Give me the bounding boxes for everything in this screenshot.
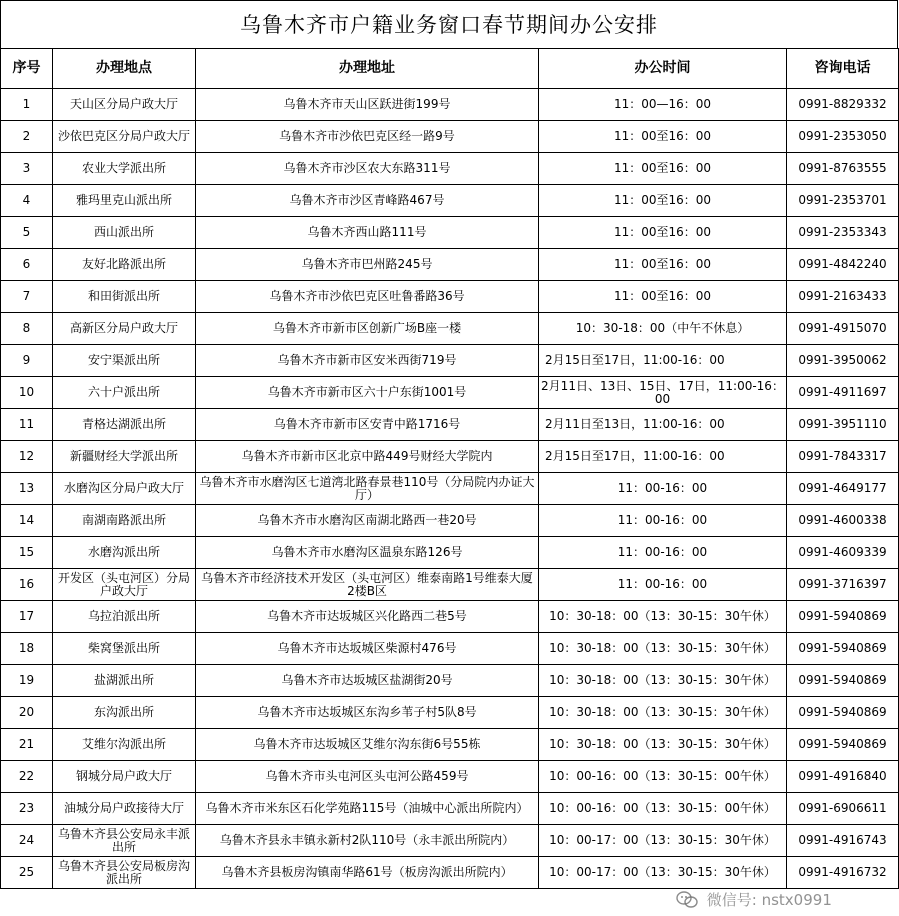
row-phone: 0991-4916743	[787, 825, 899, 857]
page-title: 乌鲁木齐市户籍业务窗口春节期间办公安排	[0, 0, 898, 48]
row-place: 乌拉泊派出所	[53, 601, 196, 633]
row-address: 乌鲁木齐市达坂城区兴化路西二巷5号	[196, 601, 539, 633]
table-row	[1, 857, 899, 889]
table-row	[1, 153, 899, 185]
row-hours: 2月15日至17日，11:00-16：00	[539, 345, 787, 377]
row-place: 农业大学派出所	[53, 153, 196, 185]
row-address: 乌鲁木齐市经济技术开发区（头屯河区）维泰南路1号维泰大厦2楼B区	[196, 569, 539, 601]
wechat-icon	[676, 891, 698, 908]
row-place: 开发区（头屯河区）分局户政大厅	[53, 569, 196, 601]
table-row	[1, 601, 899, 633]
row-number: 9	[1, 345, 53, 377]
row-number: 15	[1, 537, 53, 569]
row-address: 乌鲁木齐市沙区农大东路311号	[196, 153, 539, 185]
schedule-table	[0, 48, 899, 889]
table-row	[1, 761, 899, 793]
row-phone: 0991-4649177	[787, 473, 899, 505]
row-hours: 11：00-16：00	[539, 569, 787, 601]
table-row	[1, 825, 899, 857]
row-phone: 0991-2353701	[787, 185, 899, 217]
row-hours: 11：00至16：00	[539, 217, 787, 249]
row-hours: 11：00—16：00	[539, 89, 787, 121]
row-phone: 0991-3716397	[787, 569, 899, 601]
table-row	[1, 633, 899, 665]
row-hours: 10：00-17：00（13：30-15：30午休）	[539, 857, 787, 889]
row-phone: 0991-4916840	[787, 761, 899, 793]
header-place: 办理地点	[53, 49, 196, 89]
row-phone: 0991-8763555	[787, 153, 899, 185]
row-number: 8	[1, 313, 53, 345]
row-address: 乌鲁木齐市新市区北京中路449号财经大学院内	[196, 441, 539, 473]
table-row	[1, 281, 899, 313]
row-place: 乌鲁木齐县公安局永丰派出所	[53, 825, 196, 857]
row-number: 18	[1, 633, 53, 665]
row-number: 10	[1, 377, 53, 409]
row-hours: 10：30-18：00（13：30-15：30午休）	[539, 697, 787, 729]
row-hours: 10：30-18：00（13：30-15：30午休）	[539, 601, 787, 633]
header-phone: 咨询电话	[787, 49, 899, 89]
row-place: 安宁渠派出所	[53, 345, 196, 377]
row-phone: 0991-4915070	[787, 313, 899, 345]
row-address: 乌鲁木齐市达坂城区艾维尔沟东街6号55栋	[196, 729, 539, 761]
row-number: 11	[1, 409, 53, 441]
row-phone: 0991-5940869	[787, 633, 899, 665]
row-hours: 10：00-16：00（13：30-15：00午休）	[539, 761, 787, 793]
header-no: 序号	[1, 49, 53, 89]
row-place: 青格达湖派出所	[53, 409, 196, 441]
row-phone: 0991-2163433	[787, 281, 899, 313]
row-place: 天山区分局户政大厅	[53, 89, 196, 121]
table-row	[1, 441, 899, 473]
row-number: 17	[1, 601, 53, 633]
row-phone: 0991-2353050	[787, 121, 899, 153]
row-phone: 0991-5940869	[787, 665, 899, 697]
row-place: 水磨沟区分局户政大厅	[53, 473, 196, 505]
row-hours: 11：00至16：00	[539, 249, 787, 281]
row-phone: 0991-4911697	[787, 377, 899, 409]
row-number: 12	[1, 441, 53, 473]
row-address: 乌鲁木齐市水磨沟区温泉东路126号	[196, 537, 539, 569]
wechat-watermark	[676, 889, 832, 910]
row-hours: 2月15日至17日，11:00-16：00	[539, 441, 787, 473]
row-hours: 10：30-18：00（13：30-15：30午休）	[539, 633, 787, 665]
row-address: 乌鲁木齐市水磨沟区南湖北路西一巷20号	[196, 505, 539, 537]
row-phone: 0991-2353343	[787, 217, 899, 249]
row-number: 1	[1, 89, 53, 121]
row-number: 16	[1, 569, 53, 601]
row-hours: 11：00-16：00	[539, 505, 787, 537]
table-row	[1, 89, 899, 121]
row-address: 乌鲁木齐市沙依巴克区吐鲁番路36号	[196, 281, 539, 313]
row-number: 7	[1, 281, 53, 313]
row-address: 乌鲁木齐市达坂城区东沟乡苇子村5队8号	[196, 697, 539, 729]
row-place: 柴窝堡派出所	[53, 633, 196, 665]
row-number: 3	[1, 153, 53, 185]
row-phone: 0991-4916732	[787, 857, 899, 889]
row-place: 盐湖派出所	[53, 665, 196, 697]
table-row	[1, 505, 899, 537]
row-hours: 2月11日至13日，11:00-16：00	[539, 409, 787, 441]
row-place: 水磨沟派出所	[53, 537, 196, 569]
row-phone: 0991-4609339	[787, 537, 899, 569]
row-place: 西山派出所	[53, 217, 196, 249]
row-number: 13	[1, 473, 53, 505]
row-number: 24	[1, 825, 53, 857]
table-row	[1, 473, 899, 505]
row-phone: 0991-5940869	[787, 729, 899, 761]
row-number: 4	[1, 185, 53, 217]
row-address: 乌鲁木齐市米东区石化学苑路115号（油城中心派出所院内）	[196, 793, 539, 825]
table-row	[1, 537, 899, 569]
row-address: 乌鲁木齐市新市区安米西街719号	[196, 345, 539, 377]
row-number: 6	[1, 249, 53, 281]
row-place: 沙依巴克区分局户政大厅	[53, 121, 196, 153]
row-number: 14	[1, 505, 53, 537]
table-row	[1, 569, 899, 601]
row-address: 乌鲁木齐西山路111号	[196, 217, 539, 249]
row-address: 乌鲁木齐市沙依巴克区经一路9号	[196, 121, 539, 153]
row-phone: 0991-4842240	[787, 249, 899, 281]
row-phone: 0991-3950062	[787, 345, 899, 377]
row-place: 新疆财经大学派出所	[53, 441, 196, 473]
row-number: 20	[1, 697, 53, 729]
row-address: 乌鲁木齐县板房沟镇南华路61号（板房沟派出所院内）	[196, 857, 539, 889]
table-row	[1, 377, 899, 409]
table-row	[1, 729, 899, 761]
row-hours: 10：00-17：00（13：30-15：30午休）	[539, 825, 787, 857]
row-number: 22	[1, 761, 53, 793]
row-hours: 11：00-16：00	[539, 473, 787, 505]
row-address: 乌鲁木齐市新市区创新广场B座一楼	[196, 313, 539, 345]
watermark-text: 微信号: nstx0991	[706, 891, 832, 909]
row-number: 25	[1, 857, 53, 889]
row-hours: 2月11日、13日、15日、17日，11:00-16：00	[539, 377, 787, 409]
row-place: 南湖南路派出所	[53, 505, 196, 537]
row-hours: 11：00至16：00	[539, 153, 787, 185]
table-row	[1, 793, 899, 825]
row-hours: 11：00至16：00	[539, 281, 787, 313]
table-row	[1, 249, 899, 281]
table-row	[1, 217, 899, 249]
row-hours: 10：00-16：00（13：30-15：00午休）	[539, 793, 787, 825]
table-row	[1, 345, 899, 377]
row-hours: 10：30-18：00（13：30-15：30午休）	[539, 729, 787, 761]
row-place: 友好北路派出所	[53, 249, 196, 281]
row-place: 和田街派出所	[53, 281, 196, 313]
header-address: 办理地址	[196, 49, 539, 89]
row-number: 2	[1, 121, 53, 153]
table-row	[1, 185, 899, 217]
table-header-row	[1, 49, 899, 89]
row-phone: 0991-5940869	[787, 601, 899, 633]
row-address: 乌鲁木齐市沙区青峰路467号	[196, 185, 539, 217]
table-row	[1, 665, 899, 697]
row-phone: 0991-3951110	[787, 409, 899, 441]
row-number: 23	[1, 793, 53, 825]
row-place: 六十户派出所	[53, 377, 196, 409]
row-address: 乌鲁木齐市达坂城区柴源村476号	[196, 633, 539, 665]
row-hours: 11：00-16：00	[539, 537, 787, 569]
row-number: 21	[1, 729, 53, 761]
header-hours: 办公时间	[539, 49, 787, 89]
row-address: 乌鲁木齐县永丰镇永新村2队110号（永丰派出所院内）	[196, 825, 539, 857]
row-address: 乌鲁木齐市天山区跃进街199号	[196, 89, 539, 121]
row-hours: 11：00至16：00	[539, 121, 787, 153]
row-hours: 10：30-18：00（13：30-15：30午休）	[539, 665, 787, 697]
row-address: 乌鲁木齐市水磨沟区七道湾北路春景巷110号（分局院内办证大厅）	[196, 473, 539, 505]
table-row	[1, 409, 899, 441]
row-hours: 10：30-18：00（中午不休息）	[539, 313, 787, 345]
row-address: 乌鲁木齐市达坂城区盐湖街20号	[196, 665, 539, 697]
row-phone: 0991-5940869	[787, 697, 899, 729]
row-phone: 0991-4600338	[787, 505, 899, 537]
row-phone: 0991-6906611	[787, 793, 899, 825]
table-row	[1, 313, 899, 345]
row-place: 艾维尔沟派出所	[53, 729, 196, 761]
row-place: 雅玛里克山派出所	[53, 185, 196, 217]
row-place: 钢城分局户政大厅	[53, 761, 196, 793]
row-phone: 0991-8829332	[787, 89, 899, 121]
row-phone: 0991-7843317	[787, 441, 899, 473]
row-address: 乌鲁木齐市新市区安青中路1716号	[196, 409, 539, 441]
table-row	[1, 697, 899, 729]
table-row	[1, 121, 899, 153]
row-address: 乌鲁木齐市新市区六十户东街1001号	[196, 377, 539, 409]
row-number: 19	[1, 665, 53, 697]
row-place: 高新区分局户政大厅	[53, 313, 196, 345]
row-hours: 11：00至16：00	[539, 185, 787, 217]
row-number: 5	[1, 217, 53, 249]
row-place: 乌鲁木齐县公安局板房沟派出所	[53, 857, 196, 889]
row-address: 乌鲁木齐市头屯河区头屯河公路459号	[196, 761, 539, 793]
row-address: 乌鲁木齐市巴州路245号	[196, 249, 539, 281]
row-place: 油城分局户政接待大厅	[53, 793, 196, 825]
row-place: 东沟派出所	[53, 697, 196, 729]
